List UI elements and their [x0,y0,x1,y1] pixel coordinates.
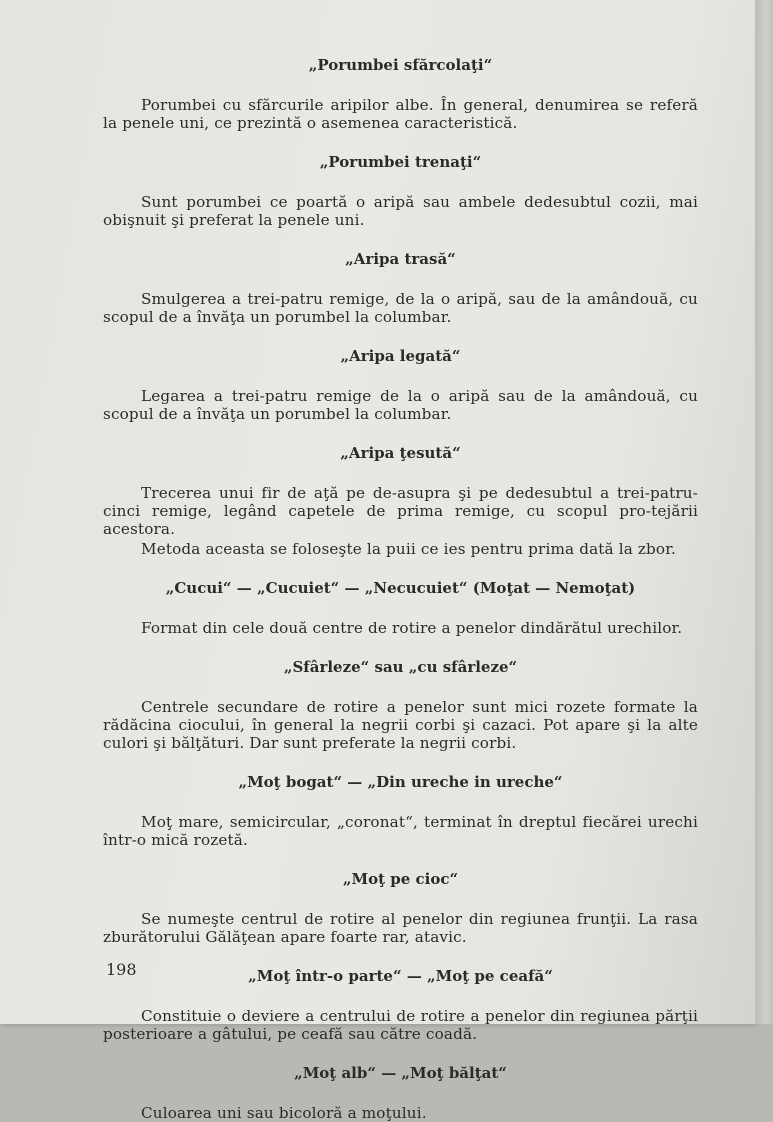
section-title: „Porumbei trenaţi“ [319,153,482,171]
adjacent-page-edge [755,0,773,1024]
section-title: „Moţ bogat“ — „Din ureche in ureche“ [238,773,563,791]
page-number: 198 [106,960,137,979]
section-title: „Moţ într-o parte“ — „Moţ pe ceafă“ [248,967,553,985]
section-paragraph: Se numeşte centrul de rotire al penelor din regiunea frunţii. La rasa zburătorului Gălăţean apare foarte rar, atavic. [103,910,698,946]
section-paragraph: Legarea a trei-patru remige de la o aripă sau de la amândouă, cu scopul de a învăţa un porumbel la columbar. [103,387,698,423]
page-body [103,56,698,1122]
section-title: „Sfârleze“ sau „cu sfârleze“ [283,658,518,676]
section-title: „Moţ alb“ — „Moţ bălţat“ [294,1064,507,1082]
section-paragraph: Centrele secundare de rotire a penelor sunt mici rozete formate la rădăcina ciocului, în general la negrii corbi şi cazaci. Pot apare şi la alte culori şi bălţături. Dar sunt preferate la negrii corbi. [103,698,698,752]
section-paragraph: Porumbei cu sfărcurile aripilor albe. În general, denumirea se referă la penele uni, ce prezintă o asemenea caracteristică. [103,96,698,132]
section-title: „Aripa legată“ [340,347,461,365]
section-title: „Aripa ţesută“ [340,444,461,462]
section-title: „Cucui“ — „Cucuiet“ — „Necucuiet“ (Moţat — Nemoţat) [165,579,636,597]
section-title: „Porumbei sfărcolaţi“ [308,56,493,74]
section-title: „Moţ pe cioc“ [342,870,459,888]
section-paragraph: Smulgerea a trei-patru remige, de la o aripă, sau de la amândouă, cu scopul de a învăţa un porumbel la columbar. [103,290,698,326]
section-paragraph: Sunt porumbei ce poartă o aripă sau ambele dedesubtul cozii, mai obişnuit şi preferat la penele uni. [103,193,698,229]
section-paragraph: Trecerea unui fir de aţă pe de-asupra şi pe dedesubtul a trei-patru-cinci remige, legând capetele de prima remige, cu scopul pro-tejării acestora. [103,484,698,538]
section-title: „Aripa trasă“ [345,250,456,268]
section-paragraph: Metoda aceasta se foloseşte la puii ce ies pentru prima dată la zbor. [141,540,676,558]
section-paragraph: Moţ mare, semicircular, „coronat“, terminat în dreptul fiecărei urechi într-o mică rozetă. [103,813,698,849]
section-paragraph: Format din cele două centre de rotire a penelor dindărătul urechilor. [141,619,683,637]
section-paragraph: Constituie o deviere a centrului de rotire a penelor din regiunea părţii posterioare a gâtului, pe ceafă sau către coadă. [103,1007,698,1043]
section-paragraph: Culoarea uni sau bicoloră a moţului. [141,1104,427,1122]
